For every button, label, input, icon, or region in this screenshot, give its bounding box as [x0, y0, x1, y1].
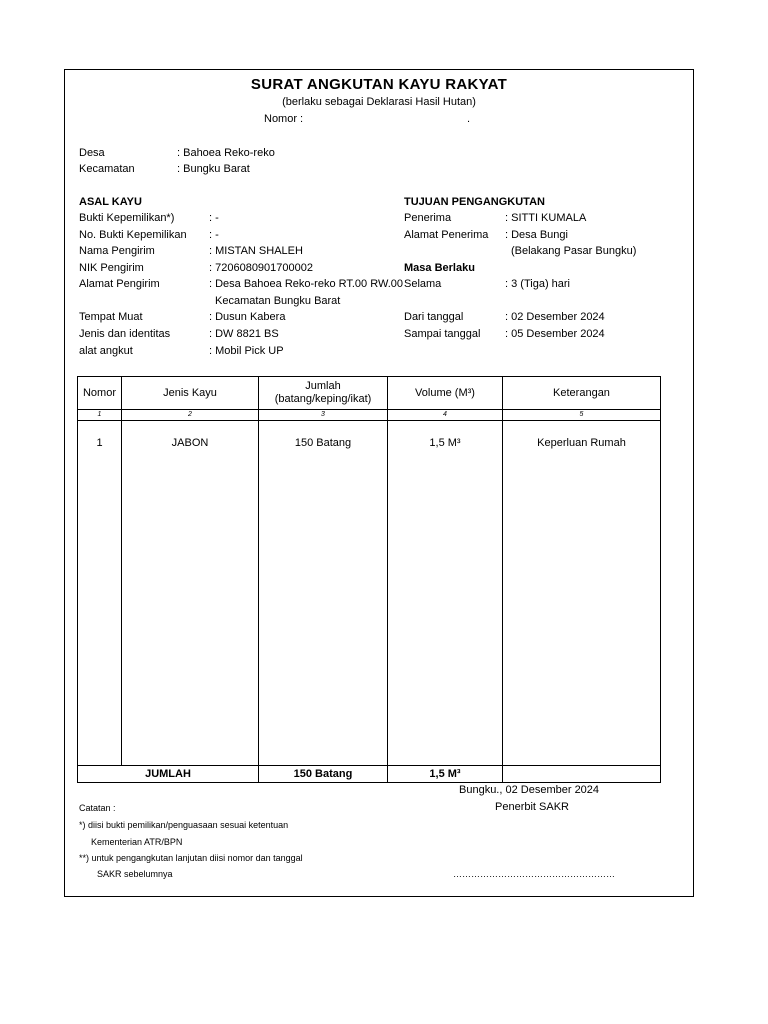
asal-value: : Desa Bahoea Reko-reko RT.00 RW.00 [209, 278, 404, 290]
alamat-penerima-label: Alamat Penerima [404, 229, 489, 241]
table-row [78, 421, 661, 766]
header-jumlah-label: Jumlah [305, 380, 341, 392]
nomor-dot: . [467, 113, 471, 125]
penerima-label: Penerima [404, 212, 452, 224]
asal-label: NIK Pengirim [79, 262, 144, 274]
asal-label: Jenis dan identitas [79, 328, 171, 340]
sampai-tanggal-label: Sampai tanggal [404, 328, 481, 340]
masa-berlaku-heading: Masa Berlaku [404, 262, 475, 274]
total-label: JUMLAH [78, 766, 259, 783]
note-1: *) diisi bukti pemilikan/penguasaan sesuai ketentuan [79, 820, 289, 830]
notes-heading: Catatan : [79, 803, 116, 813]
alamat-penerima-value: : Desa Bungi [505, 229, 568, 241]
header-keterangan: Keterangan [503, 377, 661, 410]
total-volume: 1,5 M³ [388, 766, 503, 783]
document-title: SURAT ANGKUTAN KAYU RAKYAT [250, 76, 508, 93]
note-2-continued: SAKR sebelumnya [97, 869, 173, 879]
place-date: Bungku., 02 Desember 2024 [459, 784, 600, 796]
header-jumlah [259, 377, 388, 410]
penerima-value: : SITTI KUMALA [505, 212, 587, 224]
cell-keterangan: Keperluan Rumah [503, 421, 661, 766]
column-number: 3 [259, 410, 388, 421]
nomor-label: Nomor : [264, 113, 304, 125]
total-row [78, 766, 661, 783]
tujuan-heading: TUJUAN PENGANGKUTAN [404, 196, 545, 208]
asal-value: : Mobil Pick UP [209, 345, 284, 357]
selama-label: Selama [404, 278, 442, 290]
asal-value: : - [209, 229, 219, 241]
document-page [64, 69, 694, 897]
document-subtitle: (berlaku sebagai Deklarasi Hasil Hutan) [282, 96, 476, 108]
alamat-penerima-detail: (Belakang Pasar Bungku) [511, 245, 637, 257]
header-jenis-kayu: Jenis Kayu [122, 377, 259, 410]
asal-value: : Dusun Kabera [209, 311, 286, 323]
column-number-row [78, 410, 661, 421]
column-number: 2 [122, 410, 259, 421]
column-number: 5 [503, 410, 661, 421]
signature-line: ……………………………………………… [453, 869, 615, 879]
column-number: 4 [388, 410, 503, 421]
asal-label: No. Bukti Kepemilikan [79, 229, 187, 241]
desa-label: Desa [79, 147, 105, 159]
asal-kayu-heading: ASAL KAYU [79, 196, 142, 208]
header-jumlah-unit: (batang/keping/ikat) [274, 393, 372, 405]
asal-value: : 7206080901700002 [209, 262, 313, 274]
asal-label: Tempat Muat [79, 311, 143, 323]
note-2: **) untuk pengangkutan lanjutan diisi nomor dan tanggal [79, 853, 303, 863]
cell-nomor: 1 [78, 421, 122, 766]
asal-value: : DW 8821 BS [209, 328, 279, 340]
header-nomor: Nomor [78, 377, 122, 410]
asal-label: Alamat Pengirim [79, 278, 160, 290]
table-header-row [78, 377, 661, 410]
sampai-tanggal-value: : 05 Desember 2024 [505, 328, 605, 340]
asal-value: : - [209, 212, 219, 224]
asal-label: Bukti Kepemilikan*) [79, 212, 175, 224]
dari-tanggal-value: : 02 Desember 2024 [505, 311, 605, 323]
asal-label: alat angkut [79, 345, 133, 357]
asal-value: : MISTAN SHALEH [209, 245, 303, 257]
cell-volume: 1,5 M³ [388, 421, 503, 766]
cell-jumlah: 150 Batang [259, 421, 388, 766]
items-table [77, 376, 661, 783]
total-keterangan [503, 766, 661, 783]
cell-jenis-kayu: JABON [122, 421, 259, 766]
kecamatan-value: : Bungku Barat [177, 163, 250, 175]
asal-label: Nama Pengirim [79, 245, 155, 257]
column-number: 1 [78, 410, 122, 421]
kecamatan-label: Kecamatan [79, 163, 135, 175]
total-jumlah: 150 Batang [259, 766, 388, 783]
issuer-label: Penerbit SAKR [495, 801, 569, 813]
selama-value: : 3 (Tiga) hari [505, 278, 571, 290]
dari-tanggal-label: Dari tanggal [404, 311, 464, 323]
header-volume: Volume (M³) [388, 377, 503, 410]
desa-value: : Bahoea Reko-reko [177, 147, 275, 159]
note-1-continued: Kementerian ATR/BPN [91, 837, 183, 847]
asal-value: Kecamatan Bungku Barat [215, 295, 341, 307]
